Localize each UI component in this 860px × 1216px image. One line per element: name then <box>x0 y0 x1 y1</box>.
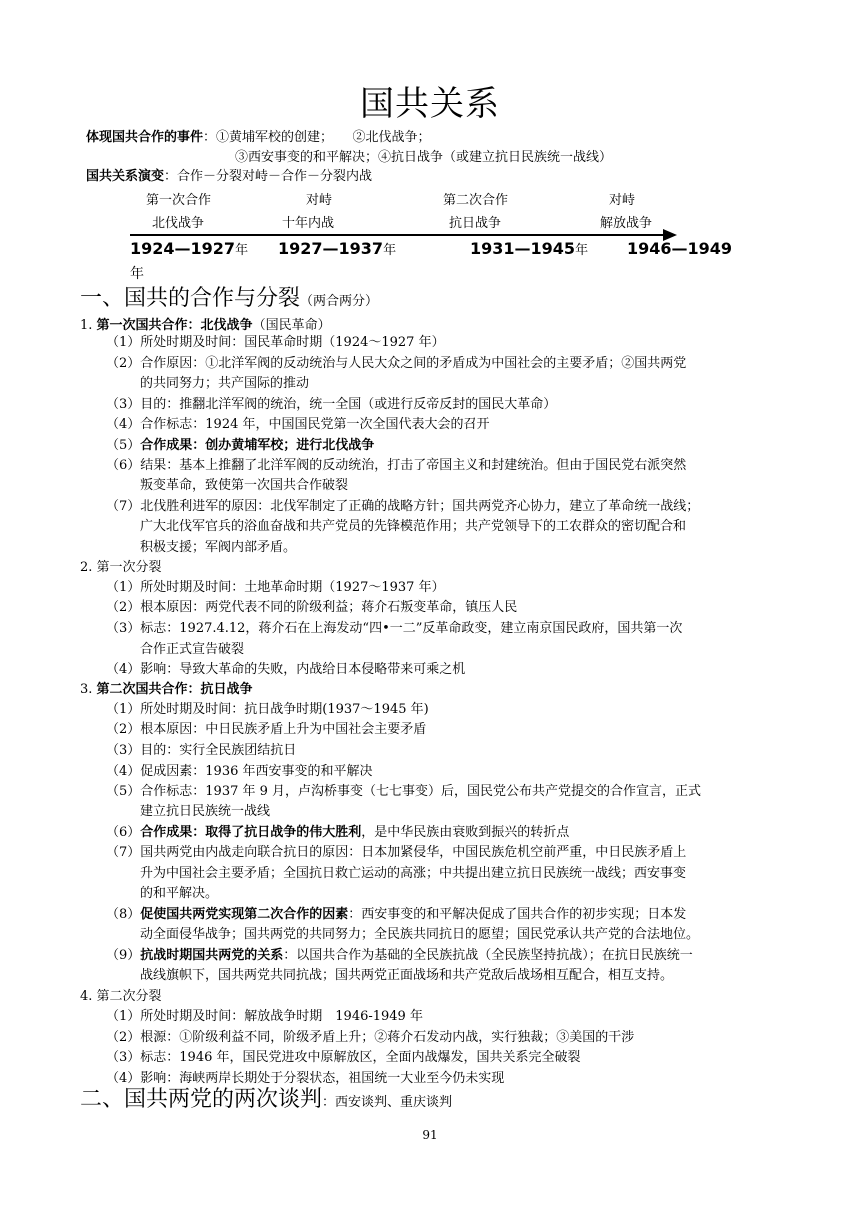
events-line1: ：①黄埔军校的创建； ②北伐战争； <box>203 130 431 145</box>
list-item: （4）影响：海峡两岸长期处于分裂状态，祖国统一大业至今仍未实现 <box>106 1071 505 1086</box>
section-heading: 二、国共两党的两次谈判：西安谈判、重庆谈判 <box>80 1087 453 1112</box>
timeline-mid-label: 解放战争 <box>600 216 653 231</box>
list-item: （2）根本原因：两党代表不同的阶级利益；蒋介石叛变革命，镇压人民 <box>106 600 518 615</box>
list-item: 动全面侵华战争；国共两党的共同努力；全民族共同抗日的愿望；国民党承认共产党的合法地位。 <box>140 927 700 942</box>
list-item: 合作正式宣告破裂 <box>140 642 245 657</box>
part-heading: 2. 第一次分裂 <box>80 560 162 575</box>
list-item: （3）目的：推翻北洋军阀的统治，统一全国（或进行反帝反封的国民大革命） <box>106 397 557 412</box>
list-item: （4）影响：导致大革命的失败，内战给日本侵略带来可乘之机 <box>106 662 466 677</box>
evolution-label: 国共关系演变 <box>86 169 165 184</box>
list-item: 建立抗日民族统一战线 <box>140 804 271 819</box>
timeline-top-label: 第二次合作 <box>443 193 509 208</box>
list-item: 升为中国社会主要矛盾；全国抗日救亡运动的高涨；中共提出建立抗日民族统一战线；西安事变 <box>140 866 687 881</box>
list-item: （3）标志：1946 年，国民党进攻中原解放区，全面内战爆发，国共关系完全破裂 <box>106 1050 581 1065</box>
list-item: （1）所处时期及时间：抗日战争时期(1937～1945 年) <box>106 702 429 717</box>
list-item: 的共同努力；共产国际的推动 <box>140 376 310 391</box>
list-item: （4）合作标志：1924 年，中国国民党第一次全国代表大会的召开 <box>106 417 490 432</box>
list-item: （5）合作成果：创办黄埔军校；进行北伐战争 <box>106 438 375 453</box>
list-item: （7）国共两党由内战走向联合抗日的原因：日本加紧侵华，中国民族危机空前严重，中日民族矛盾上 <box>106 845 687 860</box>
list-item: （6）结果：基本上推翻了北洋军阀的反动统治，打击了帝国主义和封建统治。但由于国民党右派突然 <box>106 458 687 473</box>
events-block <box>86 128 612 168</box>
timeline-mid-label: 十年内战 <box>282 216 335 231</box>
timeline-arrow-line <box>130 234 665 236</box>
list-item: 叛变革命，致使第一次国共合作破裂 <box>140 478 349 493</box>
list-item: （3）目的：实行全民族团结抗日 <box>106 743 297 758</box>
page-title: 国共关系 <box>360 84 500 124</box>
events-line2: ③西安事变的和平解决；④抗日战争（或建立抗日民族统一战线） <box>235 150 613 165</box>
timeline-mid-label: 抗日战争 <box>449 216 502 231</box>
list-item: 积极支援；军阀内部矛盾。 <box>140 540 297 555</box>
timeline-year: 1924—1927年 <box>130 239 249 258</box>
timeline-top-label: 对峙 <box>609 193 636 208</box>
list-item: 广大北伐军官兵的浴血奋战和共产党员的先锋模范作用；共产党领导下的工农群众的密切配合和 <box>140 519 687 534</box>
section-heading: 一、国共的合作与分裂（两合两分） <box>80 286 379 311</box>
part-heading: 4. 第二次分裂 <box>80 989 162 1004</box>
evolution-block <box>86 167 372 187</box>
list-item: （2）根源：①阶级利益不同，阶级矛盾上升；②蒋介石发动内战，实行独裁；③美国的干涉 <box>106 1030 635 1045</box>
list-item: （1）所处时期及时间：国民革命时期（1924～1927 年） <box>106 335 445 350</box>
list-item: （2）根本原因：中日民族矛盾上升为中国社会主要矛盾 <box>106 722 427 737</box>
list-item: 的和平解决。 <box>140 886 219 901</box>
list-item: 战线旗帜下，国共两党共同抗战；国共两党正面战场和共产党敌后战场相互配合，相互支持。 <box>140 968 674 983</box>
timeline-year: 1931—1945年 <box>470 239 589 258</box>
timeline-mid-label: 北伐战争 <box>152 216 205 231</box>
events-label: 体现国共合作的事件 <box>86 130 204 145</box>
list-item: （5）合作标志：1937 年 9 月，卢沟桥事变（七七事变）后，国民党公布共产党提交的合作宣言，正式 <box>106 784 702 799</box>
list-item: （7）北伐胜利进军的原因：北伐军制定了正确的战略方针；国共两党齐心协力，建立了革命统一战线； <box>106 499 700 514</box>
page-number: 91 <box>422 1128 438 1142</box>
timeline-year: 1946—1949 <box>627 239 733 258</box>
list-item: （1）所处时期及时间：土地革命时期（1927～1937 年） <box>106 580 445 595</box>
list-item: （9）抗战时期国共两党的关系：以国共合作为基础的全民族抗战（全民族坚持抗战）；在抗日民族统一 <box>106 948 693 963</box>
timeline-year-suffix: 年 <box>130 266 144 282</box>
timeline-top-label: 第一次合作 <box>146 193 212 208</box>
list-item: （3）标志：1927.4.12，蒋介石在上海发动“四•一二”反革命政变，建立南京国民政府，国共第一次 <box>106 621 683 636</box>
timeline-year: 1927—1937年 <box>278 239 397 258</box>
timeline-top-label: 对峙 <box>306 193 333 208</box>
part-heading: 3. 第二次国共合作：抗日战争 <box>80 682 253 697</box>
part-heading: 1. 第一次国共合作：北伐战争（国民革命） <box>80 318 331 333</box>
list-item: （2）合作原因：①北洋军阀的反动统治与人民大众之间的矛盾成为中国社会的主要矛盾；②国共两党 <box>106 356 687 371</box>
evolution-text: ：合作－分裂对峙－合作－分裂内战 <box>164 169 373 184</box>
list-item: （1）所处时期及时间：解放战争时期 1946-1949 年 <box>106 1009 423 1024</box>
list-item: （6）合作成果：取得了抗日战争的伟大胜利，是中华民族由衰败到振兴的转折点 <box>106 825 570 840</box>
list-item: （4）促成因素：1936 年西安事变的和平解决 <box>106 764 373 779</box>
list-item: （8）促使国共两党实现第二次合作的因素：西安事变的和平解决促成了国共合作的初步实现；日本发 <box>106 907 687 922</box>
